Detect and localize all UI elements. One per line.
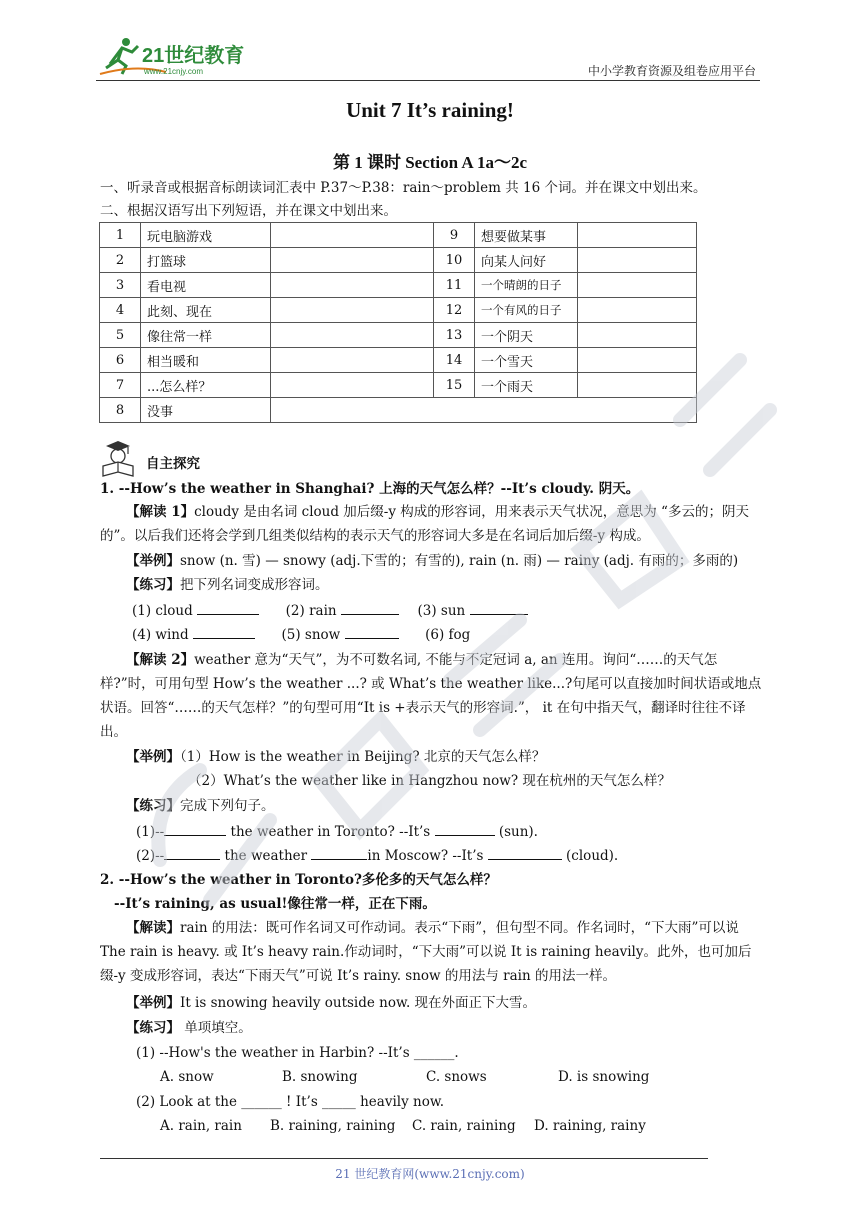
sentence-part: (sun).: [494, 824, 538, 840]
practice-3-label: 【练习】: [126, 1020, 180, 1036]
example-1-label: 【举例】: [126, 553, 180, 569]
answer-cell[interactable]: [578, 348, 697, 373]
phrase-cn: 一个雨天: [475, 373, 578, 398]
answer-cell[interactable]: [271, 323, 434, 348]
answer-cell[interactable]: [271, 248, 434, 273]
row-number: 7: [100, 373, 141, 398]
practice-2-line-1: [136, 821, 764, 842]
answer-cell[interactable]: [578, 273, 697, 298]
practice-1-label: 【练习】: [126, 577, 180, 593]
option-d[interactable]: D. raining, rainy: [534, 1118, 646, 1134]
option-c[interactable]: C. snows: [426, 1069, 487, 1085]
row-number: 9: [434, 223, 475, 248]
practice-2-line-2: [136, 845, 764, 866]
row-number: 5: [100, 323, 141, 348]
example-2-line-1: [126, 747, 764, 767]
table-row: [100, 223, 697, 248]
explanation-1-label: 【解读 1】: [126, 504, 195, 520]
sentence-part: (cloud).: [561, 848, 619, 864]
table-row: [100, 298, 697, 323]
phrase-cn: 想要做某事: [475, 223, 578, 248]
instruction-1: 一、听录音或根据音标朗读词汇表中 P.37～P.38：rain～problem 共 16 个词。并在课文中划出来。: [100, 180, 707, 196]
option-a[interactable]: A. snow: [160, 1069, 214, 1085]
answer-blank[interactable]: [470, 600, 528, 615]
answer-blank[interactable]: [193, 624, 255, 639]
answer-cell[interactable]: [271, 373, 434, 398]
example-3-label: 【举例】: [126, 995, 180, 1011]
example-1: [126, 551, 764, 571]
question-2-line-1: 2. --How’s the weather in Toronto?多伦多的天气怎么样？: [100, 872, 497, 888]
practice-item: (2) rain: [285, 603, 337, 619]
table-row: [100, 323, 697, 348]
answer-blank[interactable]: [164, 845, 220, 860]
footer-divider: [100, 1158, 708, 1159]
answer-cell[interactable]: [271, 348, 434, 373]
example-2-line-2: （2）What’s the weather like in Hangzhou now? 现在杭州的天气怎么样？: [188, 773, 671, 789]
phrase-cn: 一个晴朗的日子: [475, 273, 578, 298]
practice-3-text: 单项填空。: [180, 1020, 252, 1036]
example-3: [126, 993, 764, 1013]
page-title: Unit 7 It’s raining!: [346, 98, 514, 122]
phrase-cn: 玩电脑游戏: [141, 223, 271, 248]
row-number: 6: [100, 348, 141, 373]
mc-options-2: [160, 1116, 764, 1136]
logo-text: 21世纪教育: [142, 45, 245, 67]
table-row: [100, 348, 697, 373]
phrase-cn: 打篮球: [141, 248, 271, 273]
mc-question-2: (2) Look at the ______ ! It’s _____ heavily now.: [136, 1094, 445, 1110]
phrase-cn: 此刻、现在: [141, 298, 271, 323]
explanation-3-label: 【解读】: [126, 920, 180, 936]
row-number: 10: [434, 248, 475, 273]
page-subtitle: 第 1 课时 Section A 1a～2c: [332, 153, 528, 172]
table-row: [100, 273, 697, 298]
answer-blank[interactable]: [488, 845, 562, 860]
practice-item: (5) snow: [281, 627, 341, 643]
sentence-part: the weather in Toronto? --It’s: [226, 824, 435, 840]
option-b[interactable]: B. snowing: [282, 1069, 358, 1085]
logo-url: www.21cnjy.com: [144, 67, 203, 76]
reading-student-icon: [100, 438, 136, 478]
option-d[interactable]: D. is snowing: [558, 1069, 650, 1085]
instruction-2: 二、根据汉语写出下列短语，并在课文中划出来。: [100, 203, 397, 219]
phrase-cn: ...怎么样？: [141, 373, 271, 398]
explanation-2-text: weather 意为“天气”，为不可数名词, 不能与不定冠词 a, an 连用。询问“……的天气怎样?”时，可用句型 How’s the weather ...? 或 What’s the weather like...?句尾可以直接加时间状语或地点状语。回答“……的天气怎样？”的句型可用“It is +表示天气的形容词.”， it 在句中指天气，翻译时往往不译出。: [100, 652, 762, 740]
explanation-3-text: rain 的用法：既可作名词又可作动词。表示“下雨”，但句型不同。作名词时，“下大雨”可以说 The rain is heavy. 或 It’s heavy rain.作动词时，“下大雨”可以说 It is raining heavily。此外，也可加后缀-y 变成形容词，表达“下雨天气”可说 It’s rainy. snow 的用法与 rain 的用法一样。: [100, 920, 752, 984]
question-1: 1. --How’s the weather in Shanghai? 上海的天气怎么样？--It’s cloudy. 阴天。: [100, 481, 640, 497]
footer-text[interactable]: 21 世纪教育网(www.21cnjy.com): [335, 1167, 525, 1181]
practice-2-text: 完成下列句子。: [180, 798, 275, 814]
answer-cell[interactable]: [578, 248, 697, 273]
option-a[interactable]: A. rain, rain: [160, 1118, 242, 1134]
row-number: 13: [434, 323, 475, 348]
phrase-cn: 相当暖和: [141, 348, 271, 373]
practice-2-label: 【练习】: [126, 798, 180, 814]
phrase-cn: 看电视: [141, 273, 271, 298]
example-2-label: 【举例】: [126, 749, 180, 765]
phrase-cn: 一个阴天: [475, 323, 578, 348]
option-b[interactable]: B. raining, raining: [270, 1118, 396, 1134]
practice-3: [126, 1018, 764, 1038]
practice-item: (3) sun: [417, 603, 466, 619]
answer-cell[interactable]: [271, 298, 434, 323]
answer-blank[interactable]: [197, 600, 259, 615]
table-row: [100, 248, 697, 273]
mc-question-1: (1) --How's the weather in Harbin? --It’s ______.: [136, 1045, 459, 1061]
practice-1-row-1: [132, 600, 764, 621]
practice-1: [126, 575, 764, 595]
row-number: 14: [434, 348, 475, 373]
answer-cell[interactable]: [578, 298, 697, 323]
answer-cell[interactable]: [271, 273, 434, 298]
answer-blank[interactable]: [311, 845, 367, 860]
answer-cell[interactable]: [578, 323, 697, 348]
answer-cell[interactable]: [578, 373, 697, 398]
explanation-3: [100, 916, 764, 988]
practice-item: (6) fog: [425, 627, 471, 643]
mc-options-1: [160, 1067, 764, 1087]
header-platform-text: 中小学教育资源及组卷应用平台: [587, 64, 756, 78]
example-1-text: snow (n. 雪) — snowy (adj.下雪的；有雪的), rain (n. 雨) — rainy (adj. 有雨的；多雨的): [180, 553, 739, 569]
option-c[interactable]: C. rain, raining: [412, 1118, 516, 1134]
explanation-1: [100, 500, 764, 548]
section-label: 自主探究: [146, 456, 200, 472]
sentence-part: (2)--: [136, 848, 165, 864]
practice-item: (4) wind: [132, 627, 189, 643]
sentence-part: the weather: [220, 848, 312, 864]
answer-cell[interactable]: [578, 223, 697, 248]
table-row: [100, 398, 697, 423]
row-number: 15: [434, 373, 475, 398]
site-logo: [96, 34, 266, 78]
practice-1-text: 把下列名词变成形容词。: [180, 577, 329, 593]
row-number: 11: [434, 273, 475, 298]
phrase-cn: 向某人问好: [475, 248, 578, 273]
sentence-part: in Moscow? --It’s: [367, 848, 488, 864]
phrase-cn: 一个雪天: [475, 348, 578, 373]
explanation-2: [100, 648, 764, 744]
answer-cell[interactable]: [271, 223, 434, 248]
sentence-part: (1)--: [136, 824, 165, 840]
row-number: 4: [100, 298, 141, 323]
row-number: 8: [100, 398, 141, 423]
answer-blank[interactable]: [345, 624, 399, 639]
row-number: 12: [434, 298, 475, 323]
row-number: 1: [100, 223, 141, 248]
answer-cell[interactable]: [271, 398, 697, 423]
phrase-cn: 像往常一样: [141, 323, 271, 348]
phrase-cn: 一个有风的日子: [475, 298, 578, 323]
answer-blank[interactable]: [341, 600, 399, 615]
row-number: 3: [100, 273, 141, 298]
explanation-1-text: cloudy 是由名词 cloud 加后缀-y 构成的形容词，用来表示天气状况，意思为 “多云的；阴天的”。以后我们还将会学到几组类似结构的表示天气的形容词大多是在名词后加后缀-y 构成。: [100, 504, 749, 544]
example-3-text: It is snowing heavily outside now. 现在外面正下大雪。: [180, 995, 537, 1011]
explanation-2-label: 【解读 2】: [126, 652, 195, 668]
table-row: [100, 373, 697, 398]
header-divider: [96, 80, 760, 81]
phrase-table: [99, 222, 697, 423]
practice-1-row-2: [132, 624, 764, 645]
row-number: 2: [100, 248, 141, 273]
answer-blank[interactable]: [435, 821, 495, 836]
practice-2: [126, 796, 764, 816]
question-2-line-2: --It’s raining, as usual!像往常一样，正在下雨。: [114, 896, 436, 912]
practice-item: (1) cloud: [132, 603, 193, 619]
phrase-cn: 没事: [141, 398, 271, 423]
answer-blank[interactable]: [164, 821, 226, 836]
example-2-text: （1）How is the weather in Beijing? 北京的天气怎么样？: [180, 749, 546, 765]
